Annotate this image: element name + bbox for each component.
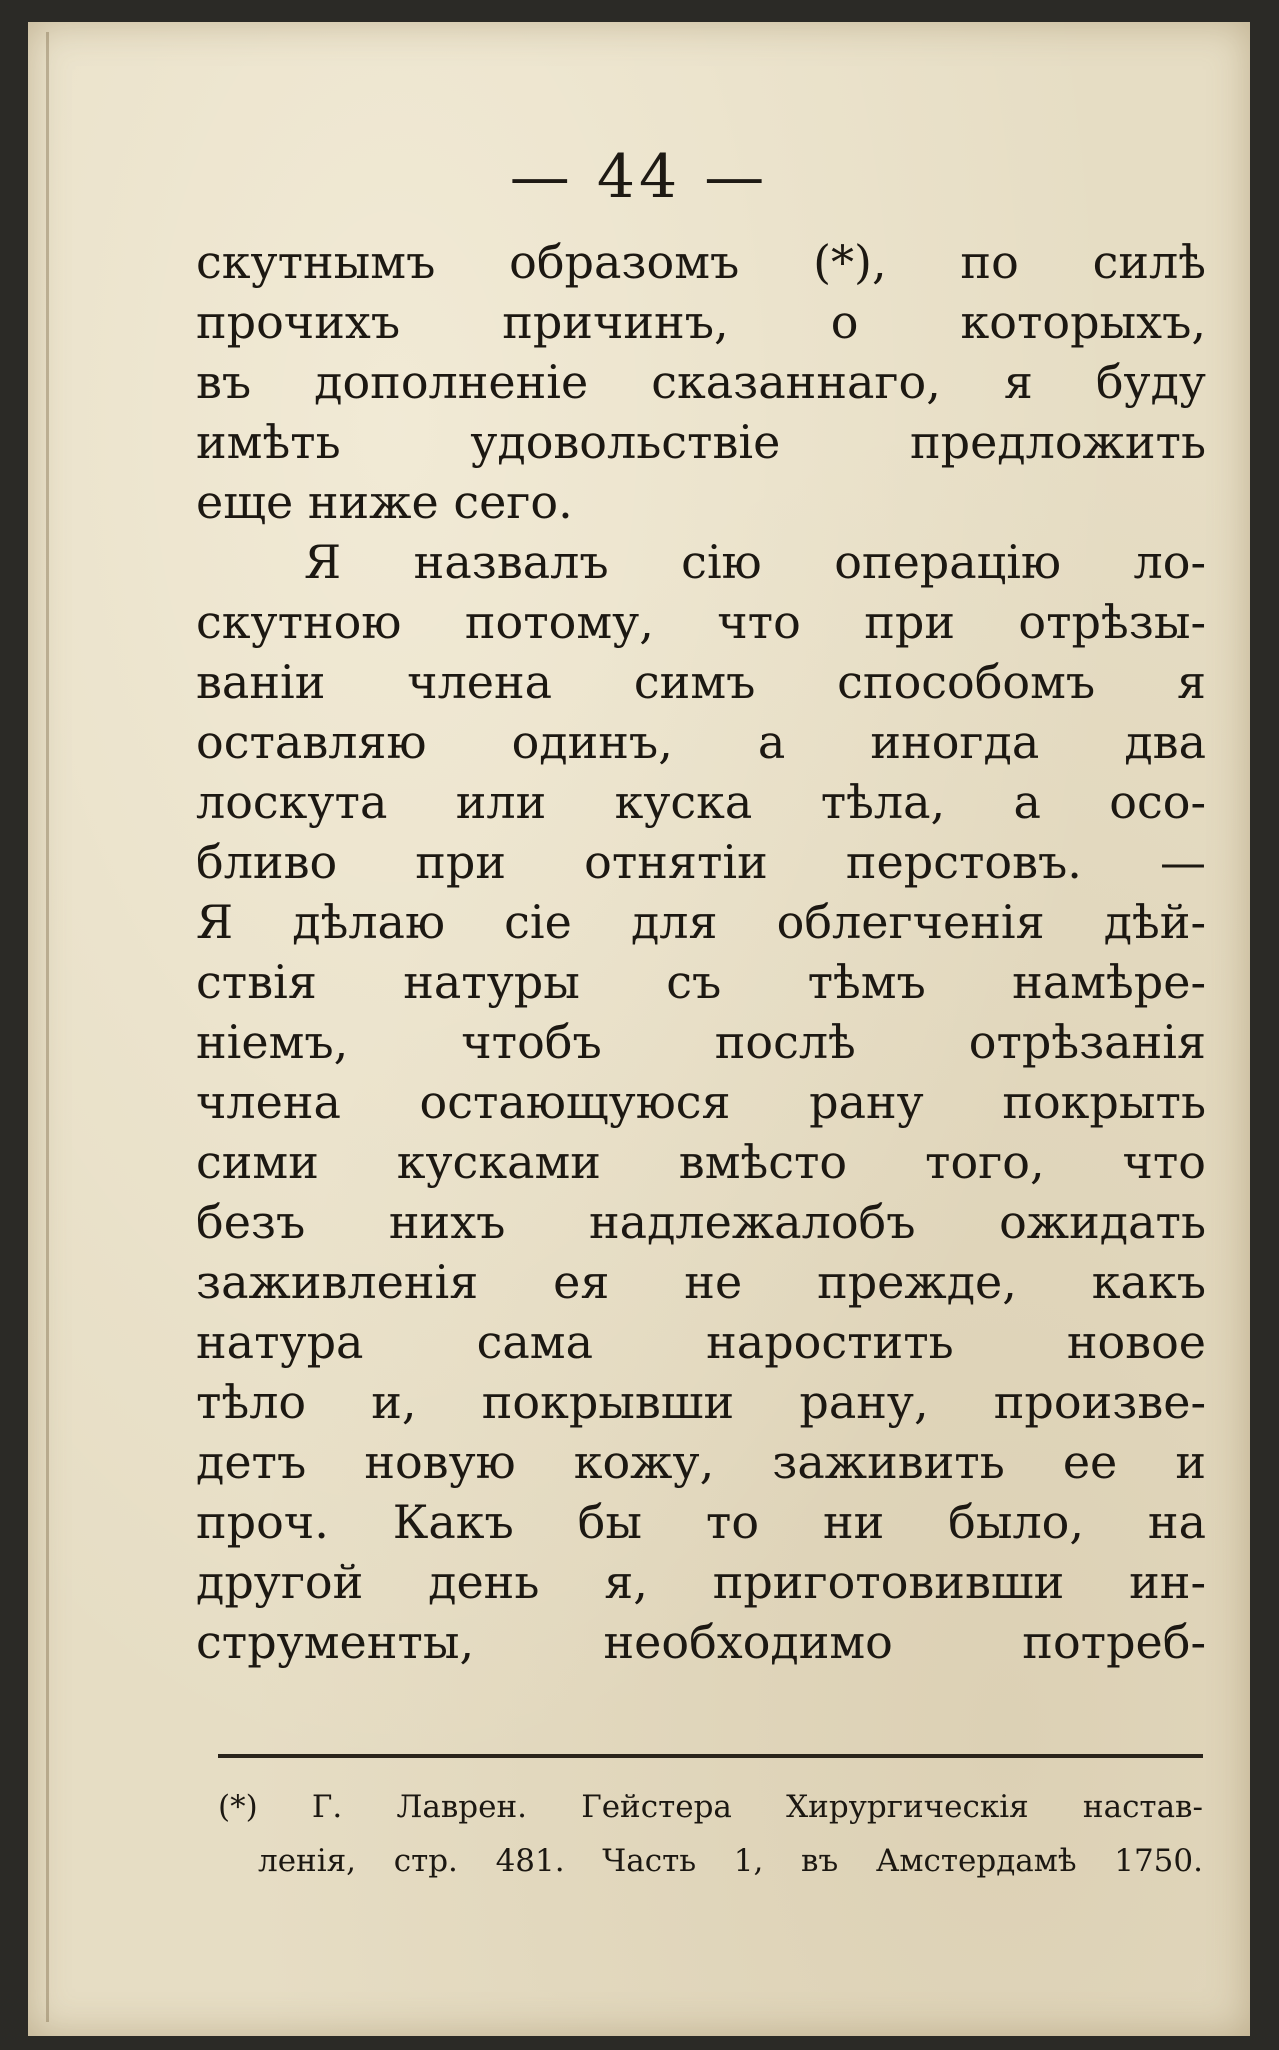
text-line: другой день я, приготовивши ин-: [196, 1555, 1206, 1609]
text-line: сими кусками вмѣсто того, что: [196, 1135, 1206, 1189]
text-line: лоскута или куска тѣла, а осо-: [196, 775, 1206, 829]
footnote-line: ленія, стр. 481. Часть 1, въ Амстердамѣ 1750.: [258, 1843, 1203, 1879]
book-page: [28, 22, 1250, 2036]
text-line: струменты, необходимо потреб-: [196, 1615, 1206, 1669]
text-line: безъ нихъ надлежалобъ ожидать: [196, 1195, 1206, 1249]
footnote-rule: [218, 1754, 1203, 1758]
text-line: Я дѣлаю сіе для облегченія дѣй-: [196, 895, 1206, 949]
text-line: детъ новую кожу, заживить ее и: [196, 1435, 1206, 1489]
text-line: скутною потому, что при отрѣзы-: [196, 595, 1206, 649]
footnote-line: (*) Г. Лаврен. Гейстера Хирургическія настав-: [218, 1789, 1203, 1825]
text-line: ніемъ, чтобъ послѣ отрѣзанія: [196, 1015, 1206, 1069]
page-edge-shadow: [46, 32, 49, 2022]
paragraph-first-line: Я назвалъ сію операцію ло-: [304, 535, 1206, 589]
text-line: прочихъ причинъ, о которыхъ,: [196, 295, 1206, 349]
text-line: оставляю одинъ, а иногда два: [196, 715, 1206, 769]
body-text: [196, 232, 1206, 1672]
text-line: проч. Какъ бы то ни было, на: [196, 1495, 1206, 1549]
text-line: скутнымъ образомъ (*), по силѣ: [196, 235, 1206, 289]
page-number: — 44 —: [509, 142, 769, 212]
text-line: въ дополненіе сказаннаго, я буду: [196, 355, 1206, 409]
footnote: [218, 1780, 1203, 1888]
text-line: ваніи члена симъ способомъ я: [196, 655, 1206, 709]
text-line: члена остающуюся рану покрыть: [196, 1075, 1206, 1129]
text-line: бливо при отнятіи перстовъ. —: [196, 835, 1206, 889]
text-line: ствія натуры съ тѣмъ намѣре-: [196, 955, 1206, 1009]
text-line: заживленія ея не прежде, какъ: [196, 1255, 1206, 1309]
text-line: натура сама наростить новое: [196, 1315, 1206, 1369]
text-line: еще ниже сего.: [196, 475, 573, 529]
text-line: имѣть удовольствіе предложить: [196, 415, 1206, 469]
text-line: тѣло и, покрывши рану, произве-: [196, 1375, 1206, 1429]
